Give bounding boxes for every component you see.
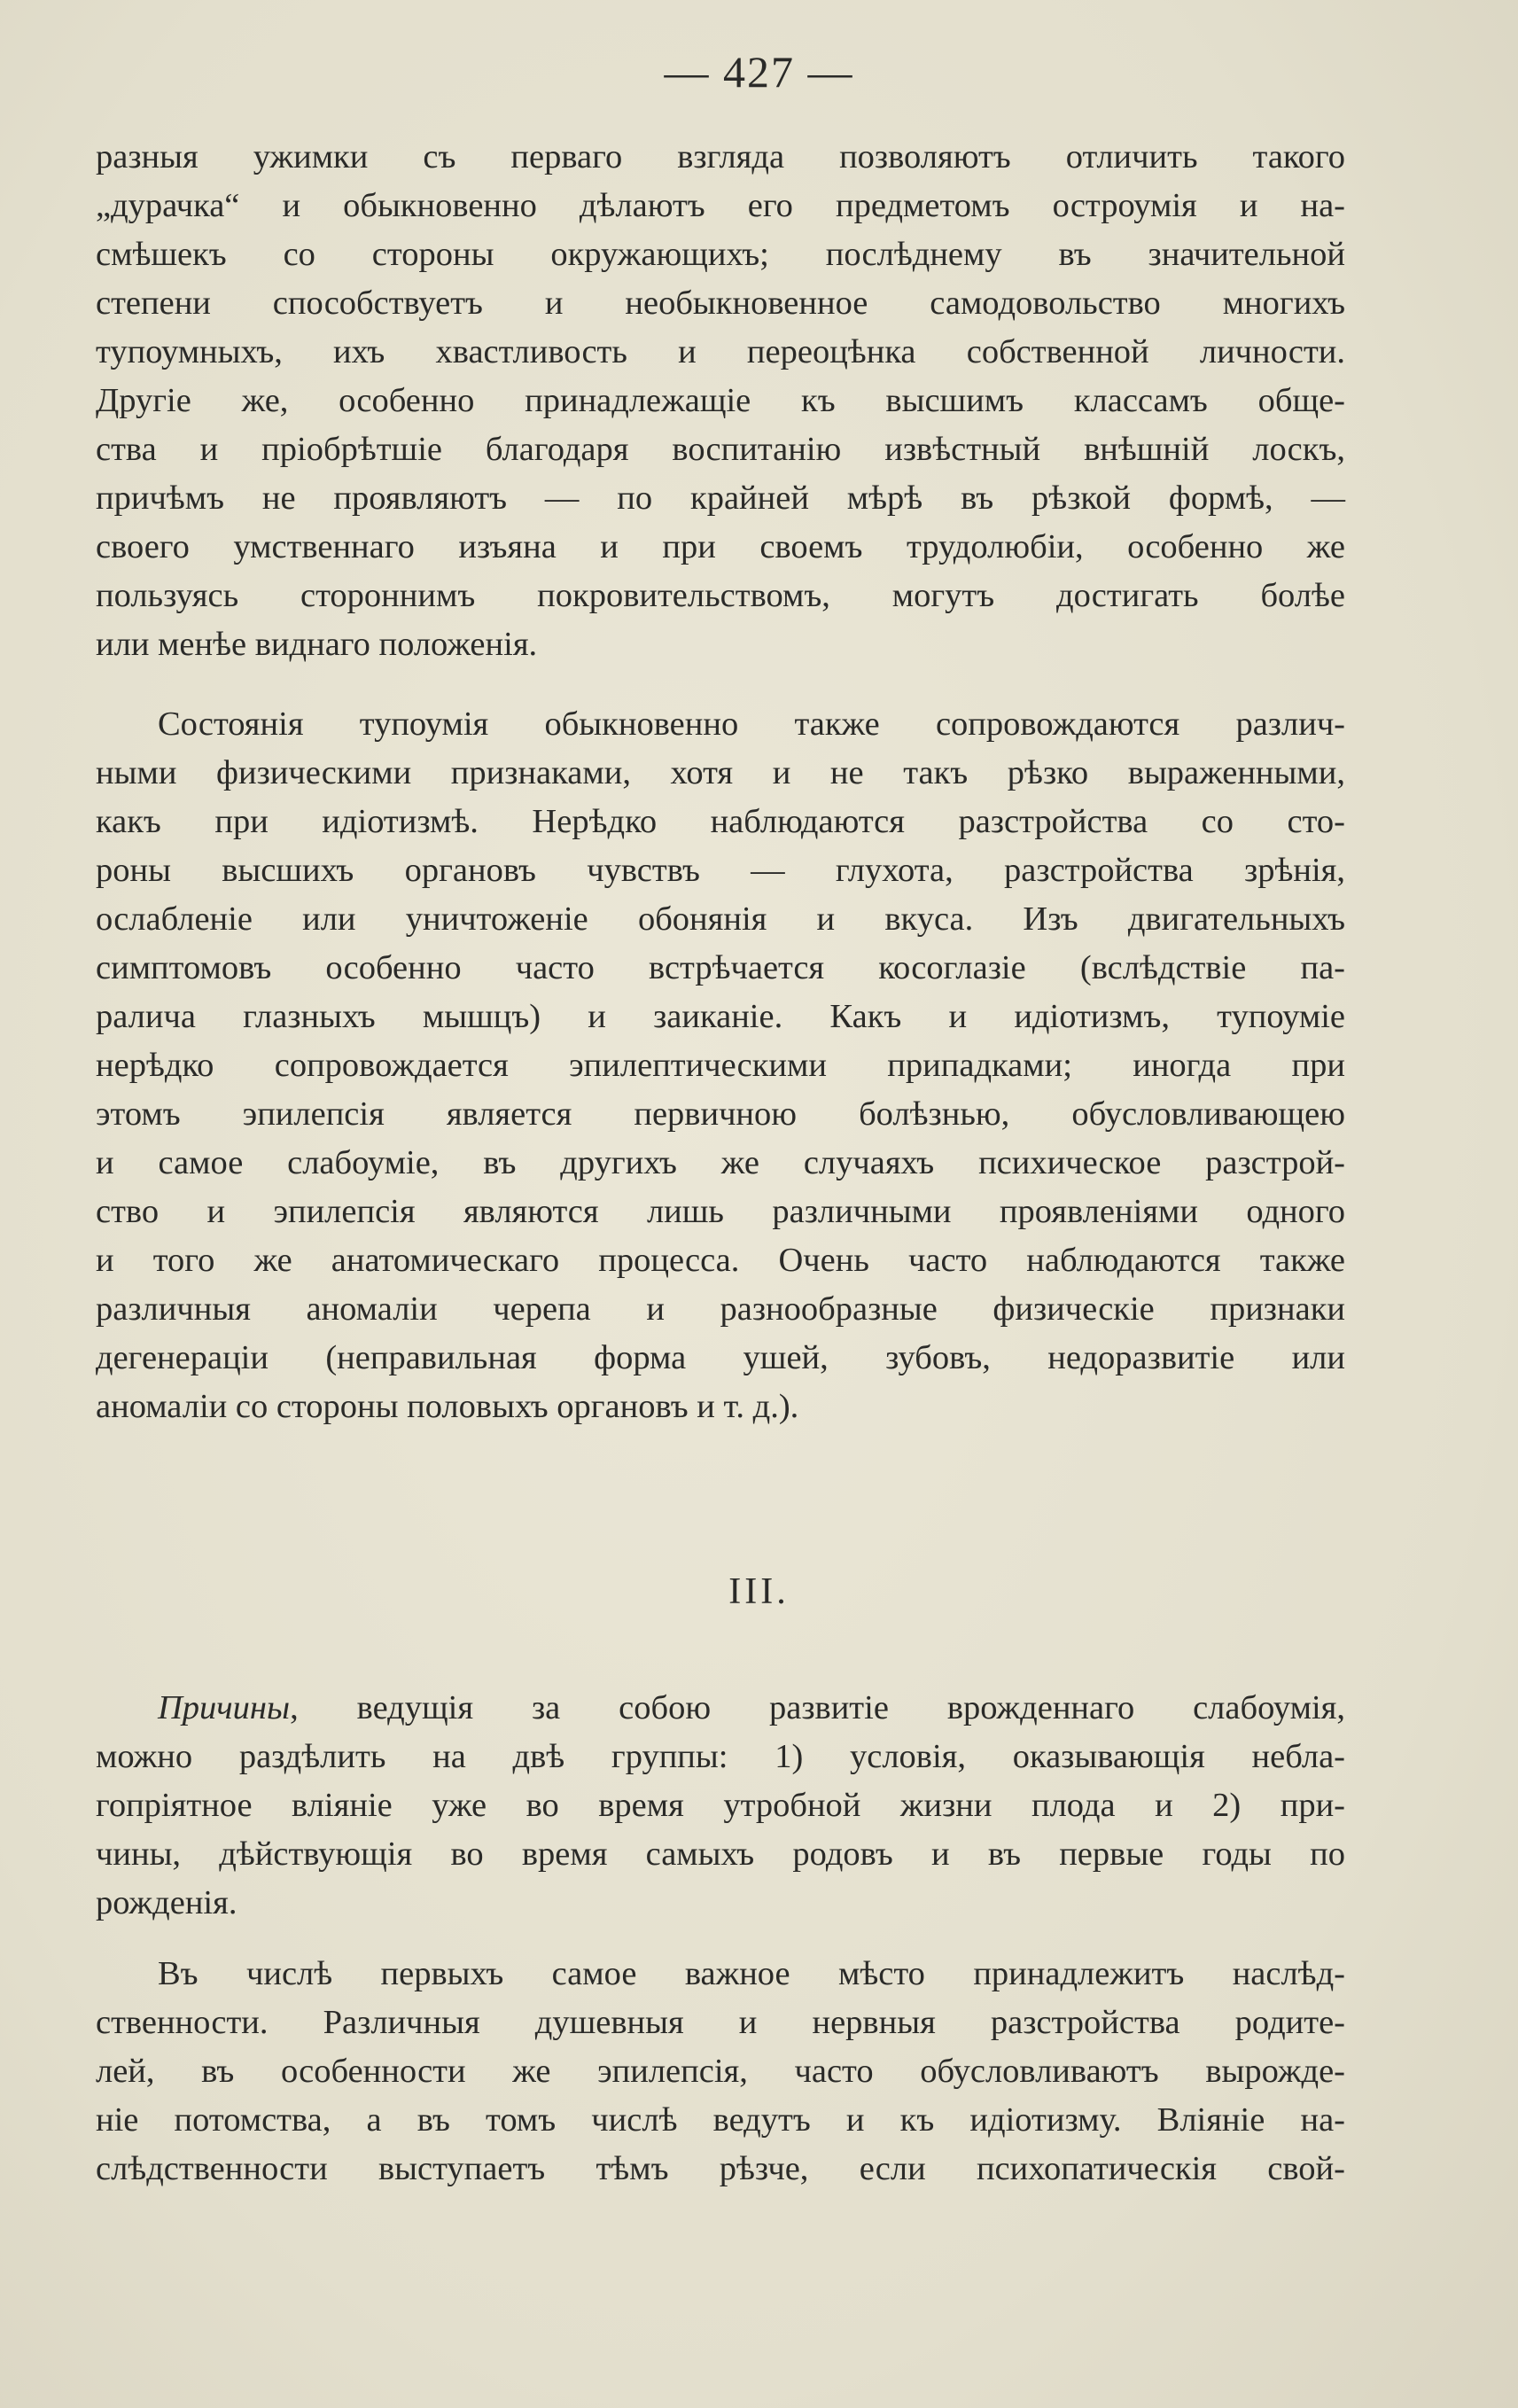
text-line: аномаліи со стороны половыхъ органовъ и т. д.). (96, 1388, 799, 1425)
page-number: — 427 — (664, 47, 854, 97)
text-line: пользуясь стороннимъ покровительствомъ, могутъ достигать болѣе (96, 577, 1345, 614)
text-line: гопріятное вліяніе уже во время утробной жизни плода и 2) при- (96, 1787, 1345, 1824)
text-line: „дурачка“ и обыкновенно дѣлаютъ его предметомъ остроумія и на- (96, 187, 1345, 224)
section-heading: III. (728, 1571, 790, 1612)
text-fragment: , ведущія за собою развитіе врожденнаго слабоумія, (290, 1689, 1345, 1726)
text-line: разныя ужимки съ перваго взгляда позволяютъ отличить такого (96, 138, 1345, 175)
text-line (96, 1684, 1345, 1733)
text-line: своего умственнаго изъяна и при своемъ трудолюбіи, особенно же (96, 528, 1345, 565)
text-line: этомъ эпилепсія является первичною болѣзнью, обусловливающею (96, 1095, 1345, 1133)
text-line: ніе потомства, а въ томъ числѣ ведутъ и къ идіотизму. Вліяніе на- (96, 2101, 1345, 2139)
text-line: ослабленіе или уничтоженіе обонянія и вкуса. Изъ двигательныхъ (96, 900, 1345, 938)
text-line: рожденія. (96, 1884, 237, 1921)
text-line: Другіе же, особенно принадлежащіе къ высшимъ классамъ обще- (96, 382, 1345, 419)
paragraph-4 (96, 1950, 1345, 2194)
text-line: или менѣе виднаго положенія. (96, 626, 538, 663)
text-line: ными физическими признаками, хотя и не такъ рѣзко выраженными, (96, 754, 1345, 791)
text-line: степени способствуетъ и необыкновенное самодовольство многихъ (96, 284, 1345, 322)
paragraph-1 (96, 133, 1345, 669)
text-line: симптомовъ особенно часто встрѣчается косоглазіе (вслѣдствіе па- (96, 949, 1345, 986)
text-line: причѣмъ не проявляютъ — по крайней мѣрѣ въ рѣзкой формѣ, — (96, 479, 1345, 517)
paragraph-2 (96, 700, 1345, 1431)
text-line: роны высшихъ органовъ чувствъ — глухота, разстройства зрѣнія, (96, 852, 1345, 889)
text-line: Въ числѣ первыхъ самое важное мѣсто принадлежитъ наслѣд- (158, 1955, 1345, 1992)
text-line: ства и пріобрѣтшіе благодаря воспитанію извѣстный внѣшній лоскъ, (96, 431, 1345, 468)
text-line: дегенераціи (неправильная форма ушей, зубовъ, недоразвитіе или (96, 1339, 1345, 1376)
text-line: ство и эпилепсія являются лишь различными проявленіями одного (96, 1193, 1345, 1230)
text-line: слѣдственности выступаетъ тѣмъ рѣзче, если психопатическія свой- (96, 2150, 1345, 2187)
italic-term: Причины (158, 1689, 291, 1726)
text-line: чины, дѣйствующія во время самыхъ родовъ и въ первые годы по (96, 1835, 1345, 1873)
text-line: смѣшекъ со стороны окружающихъ; послѣднему въ значительной (96, 236, 1345, 273)
text-line: и того же анатомическаго процесса. Очень часто наблюдаются также (96, 1242, 1345, 1279)
text-line: и самое слабоуміе, въ другихъ же случаяхъ психическое разстрой- (96, 1144, 1345, 1181)
paragraph-3 (96, 1684, 1345, 1928)
text-line: ралича глазныхъ мышцъ) и заиканіе. Какъ и идіотизмъ, тупоуміе (96, 998, 1345, 1035)
text-line: ственности. Различныя душевныя и нервныя разстройства родите- (96, 2004, 1345, 2041)
text-line: какъ при идіотизмѣ. Нерѣдко наблюдаются разстройства со сто- (96, 803, 1345, 840)
text-line: лей, въ особенности же эпилепсія, часто обусловливаютъ вырожде- (96, 2053, 1345, 2090)
text-line: нерѣдко сопровождается эпилептическими припадками; иногда при (96, 1047, 1345, 1084)
text-line: Состоянія тупоумія обыкновенно также сопровождаются различ- (158, 705, 1345, 743)
text-line: можно раздѣлить на двѣ группы: 1) условія, оказывающія небла- (96, 1738, 1345, 1775)
text-line: различныя аномаліи черепа и разнообразные физическіе признаки (96, 1290, 1345, 1328)
text-line: тупоумныхъ, ихъ хвастливость и переоцѣнка собственной личности. (96, 333, 1345, 370)
